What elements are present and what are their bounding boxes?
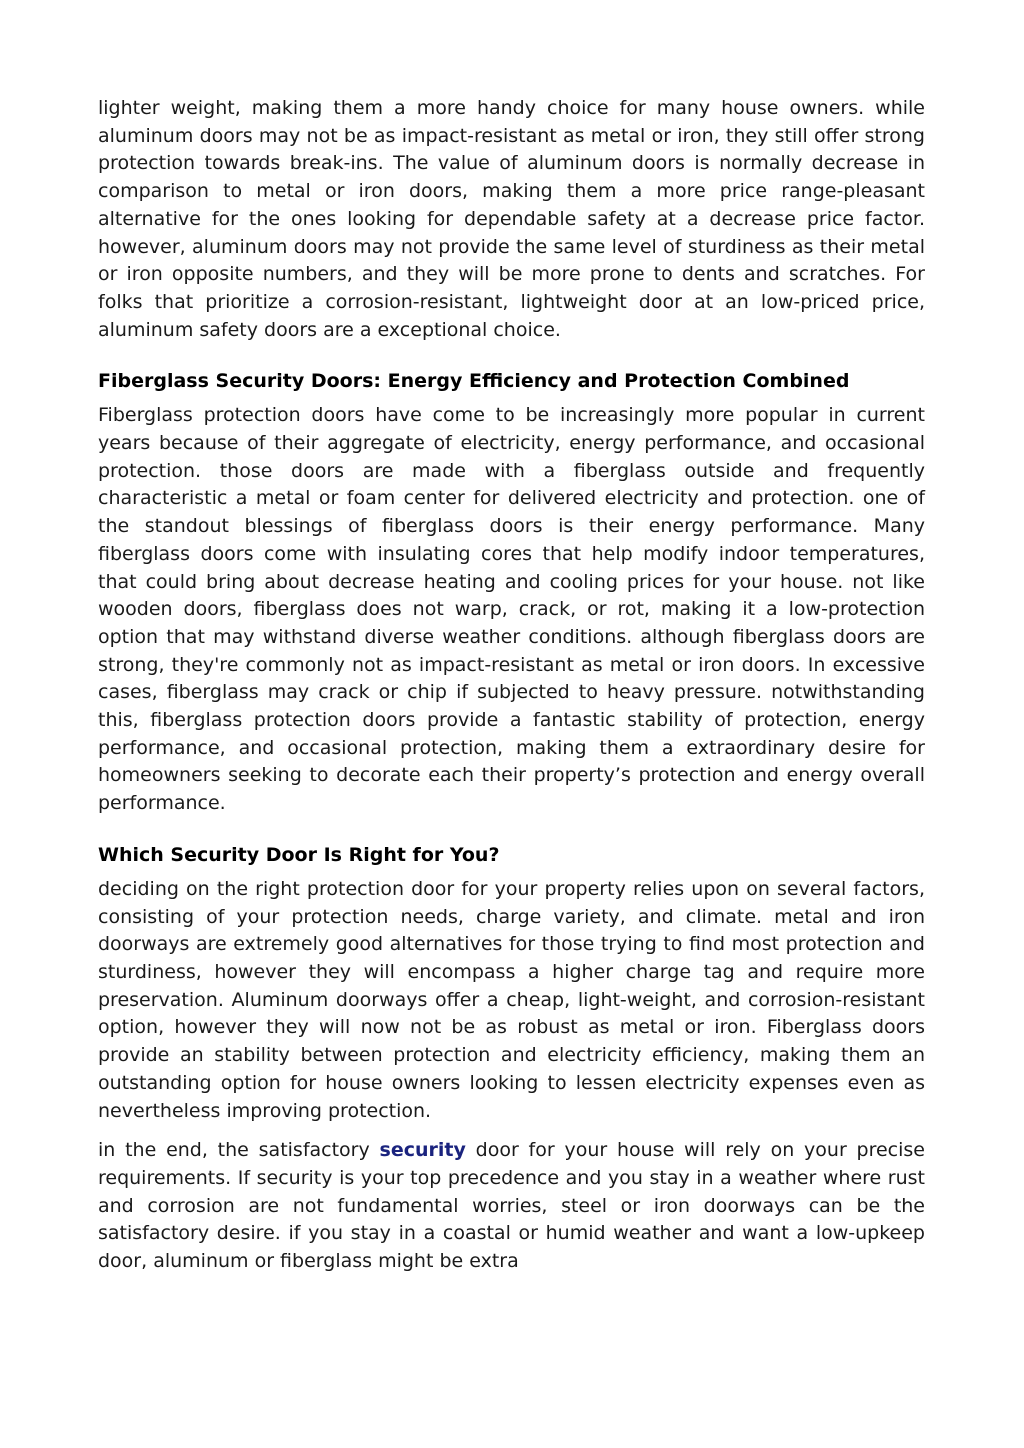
intro-paragraph: lighter weight, making them a more handy choice for many house owners. while aluminum doors may not be as impact-resistant as metal or iron, they still offer strong protection towards break-ins. The value of aluminum doors is normally decrease in comparison to metal or iron doors, making them a more price range-pleasant alternative for the ones looking for dependable safety at a decrease price factor. however, aluminum doors may not provide the same level of sturdiness as their metal or iron opposite numbers, and they will be more prone to dents and scratches. For folks that prioritize a corrosion-resistant, lightweight door at an low-priced price, aluminum safety doors are a exceptional choice. xyxy=(98,97,925,341)
fiberglass-paragraph: Fiberglass protection doors have come to be increasingly more popular in current years because of their aggregate of electricity, energy performance, and occasional protection. those doors are made with a fiberglass outside and frequently characteristic a metal or foam center for delivered electricity and protection. one of the standout blessings of fiberglass doors is their energy performance. Many fiberglass doors come with insulating cores that help modify indoor temperatures, that could bring about decrease heating and cooling prices for your house. not like wooden doors, fiberglass does not warp, crack, or rot, making it a low-protection option that may withstand diverse weather conditions. although fiberglass doors are strong, they're commonly not as impact-resistant as metal or iron doors. In excessive cases, fiberglass may crack or chip if subjected to heavy pressure. notwithstanding this, fiberglass protection doors provide a fantastic stability of protection, energy performance, and occasional protection, making them a extraordinary desire for homeowners seeking to decorate each their property’s protection and energy overall performance. xyxy=(98,404,925,815)
document-page xyxy=(98,95,925,1276)
which-door-paragraph: deciding on the right protection door for your property relies upon on several factors, consisting of your protection needs, charge variety, and climate. metal and iron doorways are extremely good alternatives for those trying to find most protection and sturdiness, however they will encompass a higher charge tag and require more preservation. Aluminum doorways offer a cheap, light-weight, and corrosion-resistant option, however they will now not be as robust as metal or iron. Fiberglass doors provide an stability between protection and electricity efficiency, making them an outstanding option for house owners looking to lessen electricity expenses even as nevertheless improving protection. xyxy=(98,877,925,1122)
fiberglass-heading: Fiberglass Security Doors: Energy Efficiency and Protection Combined xyxy=(98,370,850,393)
security-link[interactable]: security xyxy=(379,1139,466,1162)
conclusion-paragraph xyxy=(98,1137,925,1276)
which-door-heading: Which Security Door Is Right for You? xyxy=(98,843,500,866)
conclusion-text-end: door for your house will rely on your precise requirements. If security is your top precedence and you stay in a weather where rust and corrosion are not fundamental worries, steel or iron doorways can be the satisfactory desire. if you stay in a coastal or humid weather and want a low-upkeep door, aluminum or fiberglass might be extra xyxy=(98,1139,925,1273)
conclusion-text-start: in the end, the satisfactory xyxy=(98,1139,380,1162)
